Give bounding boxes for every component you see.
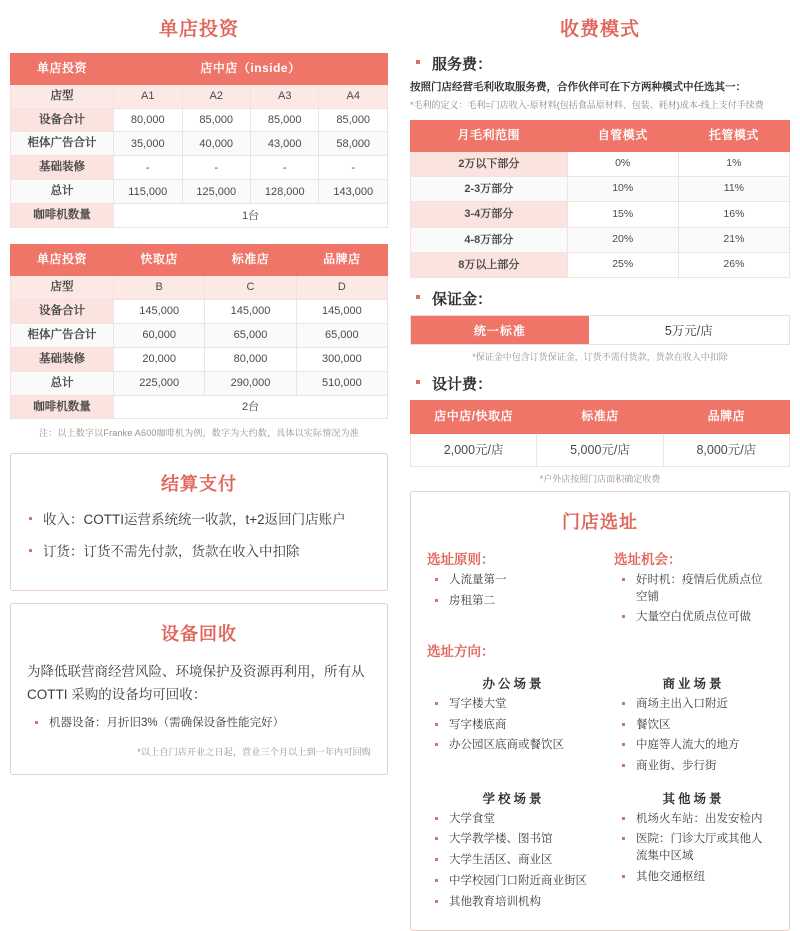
col-header-standard: 标准店 <box>537 401 663 434</box>
cell: 58,000 <box>319 132 388 156</box>
cell: A3 <box>250 84 318 108</box>
list-item: 大学食堂 <box>427 811 600 828</box>
scene-title: 学校场景 <box>482 791 545 806</box>
table-row <box>11 275 388 299</box>
deposit-label: 统一标准 <box>411 316 589 344</box>
card-title: 门店选址 <box>562 512 638 533</box>
table-row <box>11 371 388 395</box>
table-header-row <box>411 121 790 152</box>
scene-other <box>600 779 773 914</box>
row-label: 柜体广告合计 <box>11 132 114 156</box>
table-store-types-investment <box>10 244 388 419</box>
cell: - <box>250 156 318 180</box>
heading-service-fee: 服务费： <box>410 53 790 74</box>
col-header-trusteeship: 托管模式 <box>678 121 789 152</box>
cell: 85,000 <box>250 108 318 132</box>
cell: 145,000 <box>205 299 296 323</box>
table-body <box>11 84 388 228</box>
table-row <box>11 108 388 132</box>
cell: 225,000 <box>114 371 205 395</box>
list-item: 大学教学楼、图书馆 <box>427 831 600 848</box>
table-row <box>411 433 790 466</box>
card-footnote: *以上自门店开业之日起，营业三个月以上到一年内可回购 <box>137 747 371 758</box>
cell: 80,000 <box>205 347 296 371</box>
heading-deposit: 保证金： <box>410 288 790 309</box>
row-label: 咖啡机数量 <box>11 204 114 228</box>
list-item: 大学生活区、商业区 <box>427 852 600 869</box>
list-item: 中学校园门口附近商业街区 <box>427 873 600 890</box>
table-row <box>411 151 790 176</box>
deposit-bar <box>410 315 790 345</box>
card-title: 设备回收 <box>161 623 237 644</box>
cell: 20,000 <box>114 347 205 371</box>
table-design-fee <box>410 400 790 467</box>
cell: 8,000元/店 <box>663 433 789 466</box>
scene-list <box>427 696 600 754</box>
table-row <box>11 156 388 180</box>
cell: 5,000元/店 <box>537 433 663 466</box>
table-header <box>11 245 388 276</box>
scene-list <box>614 696 773 775</box>
card-store-location <box>410 491 790 931</box>
cell: 10% <box>567 177 678 202</box>
page-title-fee-model: 收费模式 <box>559 19 640 40</box>
heading-opportunity: 选址机会： <box>614 552 682 568</box>
cell: 65,000 <box>296 323 387 347</box>
cell: 128,000 <box>250 180 318 204</box>
location-scenes-grid-top <box>427 664 773 779</box>
list-item: 餐饮区 <box>614 717 773 734</box>
deposit-footnote: *保证金中包含订货保证金，订货不需付货款，货款在收入中扣除 <box>472 352 728 363</box>
cell: 2,000元/店 <box>411 433 537 466</box>
cell: 25% <box>567 252 678 277</box>
list-item: 其他教育培训机构 <box>427 894 600 911</box>
cell: 125,000 <box>182 180 250 204</box>
col-header-inside-quick: 店中店/快取店 <box>411 401 537 434</box>
cell: 143,000 <box>319 180 388 204</box>
row-label: 2万以下部分 <box>411 151 568 176</box>
row-label: 基础装修 <box>11 347 114 371</box>
table-header-row <box>11 245 388 276</box>
right-column <box>400 0 800 915</box>
service-fee-definition: *毛利的定义：毛利=门店收入-原材料(包括食品原材料、包装、耗材)成本-线上支付手续费 <box>410 99 764 110</box>
list-item: 写字楼大堂 <box>427 696 600 713</box>
heading-principle: 选址原则： <box>427 552 495 568</box>
table-row-coffee-machines <box>11 204 388 228</box>
cell: - <box>182 156 250 180</box>
cell: 20% <box>567 227 678 252</box>
table-header-row <box>11 54 388 85</box>
cell: 145,000 <box>296 299 387 323</box>
row-label: 柜体广告合计 <box>11 323 114 347</box>
cell: - <box>114 156 182 180</box>
col-header-range: 月毛利范围 <box>411 121 568 152</box>
scene-title: 办公场景 <box>482 677 545 692</box>
page-title-single-store-investment: 单店投资 <box>158 19 239 40</box>
cell: 35,000 <box>114 132 182 156</box>
cell: 65,000 <box>205 323 296 347</box>
table-header-row <box>411 401 790 434</box>
col-header-category: 单店投资 <box>11 245 114 276</box>
list-item: 好时机：疫情后优质点位空铺 <box>614 572 773 605</box>
cell: 2台 <box>114 395 388 419</box>
table-footnote: 注：以上数字以Franke A600咖啡机为例，数字为大约数，具体以实际情况为准 <box>38 428 360 439</box>
list-item: 大量空白优质点位可做 <box>614 609 773 626</box>
location-principles-grid <box>427 548 773 630</box>
row-label: 总计 <box>11 371 114 395</box>
recycle-list <box>27 715 371 732</box>
table-row <box>411 177 790 202</box>
list-item: 办公园区底商或餐饮区 <box>427 737 600 754</box>
row-label: 8万以上部分 <box>411 252 568 277</box>
cell: 11% <box>678 177 789 202</box>
col-header-category: 单店投资 <box>11 54 114 85</box>
table-row-coffee-machines <box>11 395 388 419</box>
list-item: 机器设备：月折旧3%（需确保设备性能完好） <box>27 715 371 732</box>
design-fee-footnote: *户外店按照门店面积确定收费 <box>539 474 661 485</box>
cell: 1台 <box>114 204 388 228</box>
cell: 85,000 <box>182 108 250 132</box>
cell: 85,000 <box>319 108 388 132</box>
table-inside-store-investment <box>10 53 388 228</box>
left-column <box>0 0 400 915</box>
list-item: 订货：订货不需先付款，货款在收入中扣除 <box>27 542 371 562</box>
location-scenes-grid-bottom <box>427 779 773 914</box>
row-label: 2-3万部分 <box>411 177 568 202</box>
service-fee-lead: 按照门店经营毛利收取服务费，合作伙伴可在下方两种模式中任选其一： <box>410 81 746 93</box>
list-item: 医院：门诊大厅或其他人流集中区域 <box>614 831 773 864</box>
heading-design-fee: 设计费： <box>410 373 790 394</box>
table-row <box>11 347 388 371</box>
settlement-list <box>27 510 371 561</box>
location-principle-col <box>427 548 600 630</box>
cell: 40,000 <box>182 132 250 156</box>
cell: 1% <box>678 151 789 176</box>
opportunity-list <box>614 572 773 626</box>
scene-list <box>614 811 773 886</box>
row-label: 设备合计 <box>11 108 114 132</box>
cell: A1 <box>114 84 182 108</box>
table-row <box>11 299 388 323</box>
list-item: 收入：COTTI运营系统统一收款，t+2返回门店账户 <box>27 510 371 530</box>
recycle-paragraph: 为降低联营商经营风险、环境保护及资源再利用，所有从 COTTI 采购的设备均可回收： <box>27 663 365 703</box>
row-label: 咖啡机数量 <box>11 395 114 419</box>
table-body <box>411 433 790 466</box>
cell: 510,000 <box>296 371 387 395</box>
cell: A2 <box>182 84 250 108</box>
row-label: 设备合计 <box>11 299 114 323</box>
cell: 60,000 <box>114 323 205 347</box>
card-equipment-recycling <box>10 603 388 776</box>
cell: 16% <box>678 202 789 227</box>
scene-commercial <box>600 664 773 779</box>
table-row <box>11 323 388 347</box>
table-body <box>11 275 388 419</box>
list-item: 机场火车站：出发安检内 <box>614 811 773 828</box>
card-settlement-payment <box>10 453 388 590</box>
scene-list <box>427 811 600 910</box>
cell: 300,000 <box>296 347 387 371</box>
list-item: 人流量第一 <box>427 572 600 589</box>
col-header-standard: 标准店 <box>205 245 296 276</box>
list-item: 其他交通枢纽 <box>614 869 773 886</box>
list-item: 房租第二 <box>427 593 600 610</box>
heading-direction: 选址方向： <box>427 644 495 660</box>
cell: 26% <box>678 252 789 277</box>
col-header-self-managed: 自管模式 <box>567 121 678 152</box>
card-title: 结算支付 <box>161 474 237 495</box>
list-item: 写字楼底商 <box>427 717 600 734</box>
cell: 21% <box>678 227 789 252</box>
cell: 43,000 <box>250 132 318 156</box>
cell: 115,000 <box>114 180 182 204</box>
principle-list <box>427 572 600 609</box>
location-opportunity-col <box>600 548 773 630</box>
cell: 0% <box>567 151 678 176</box>
cell: B <box>114 275 205 299</box>
col-header-quick: 快取店 <box>114 245 205 276</box>
table-row <box>411 202 790 227</box>
row-label: 店型 <box>11 275 114 299</box>
list-item: 商场主出入口附近 <box>614 696 773 713</box>
scene-title: 商业场景 <box>662 677 725 692</box>
table-gross-profit-rates <box>410 120 790 278</box>
table-row <box>11 180 388 204</box>
list-item: 中庭等人流大的地方 <box>614 737 773 754</box>
cell: A4 <box>319 84 388 108</box>
table-header <box>411 401 790 434</box>
cell: 290,000 <box>205 371 296 395</box>
table-header <box>411 121 790 152</box>
scene-school <box>427 779 600 914</box>
table-row <box>411 252 790 277</box>
table-row <box>11 84 388 108</box>
cell: C <box>205 275 296 299</box>
cell: D <box>296 275 387 299</box>
col-header-brand: 品牌店 <box>296 245 387 276</box>
scene-office <box>427 664 600 779</box>
row-label: 基础装修 <box>11 156 114 180</box>
col-header-inside: 店中店（inside） <box>114 54 388 85</box>
col-header-brand: 品牌店 <box>663 401 789 434</box>
scene-title: 其他场景 <box>662 791 725 806</box>
cell: 15% <box>567 202 678 227</box>
table-row <box>411 227 790 252</box>
cell: 145,000 <box>114 299 205 323</box>
list-item: 商业街、步行街 <box>614 758 773 775</box>
cell: 80,000 <box>114 108 182 132</box>
deposit-value: 5万元/店 <box>589 316 789 344</box>
row-label: 3-4万部分 <box>411 202 568 227</box>
row-label: 店型 <box>11 84 114 108</box>
row-label: 总计 <box>11 180 114 204</box>
table-header <box>11 54 388 85</box>
table-row <box>11 132 388 156</box>
row-label: 4-8万部分 <box>411 227 568 252</box>
table-body <box>411 151 790 277</box>
cell: - <box>319 156 388 180</box>
